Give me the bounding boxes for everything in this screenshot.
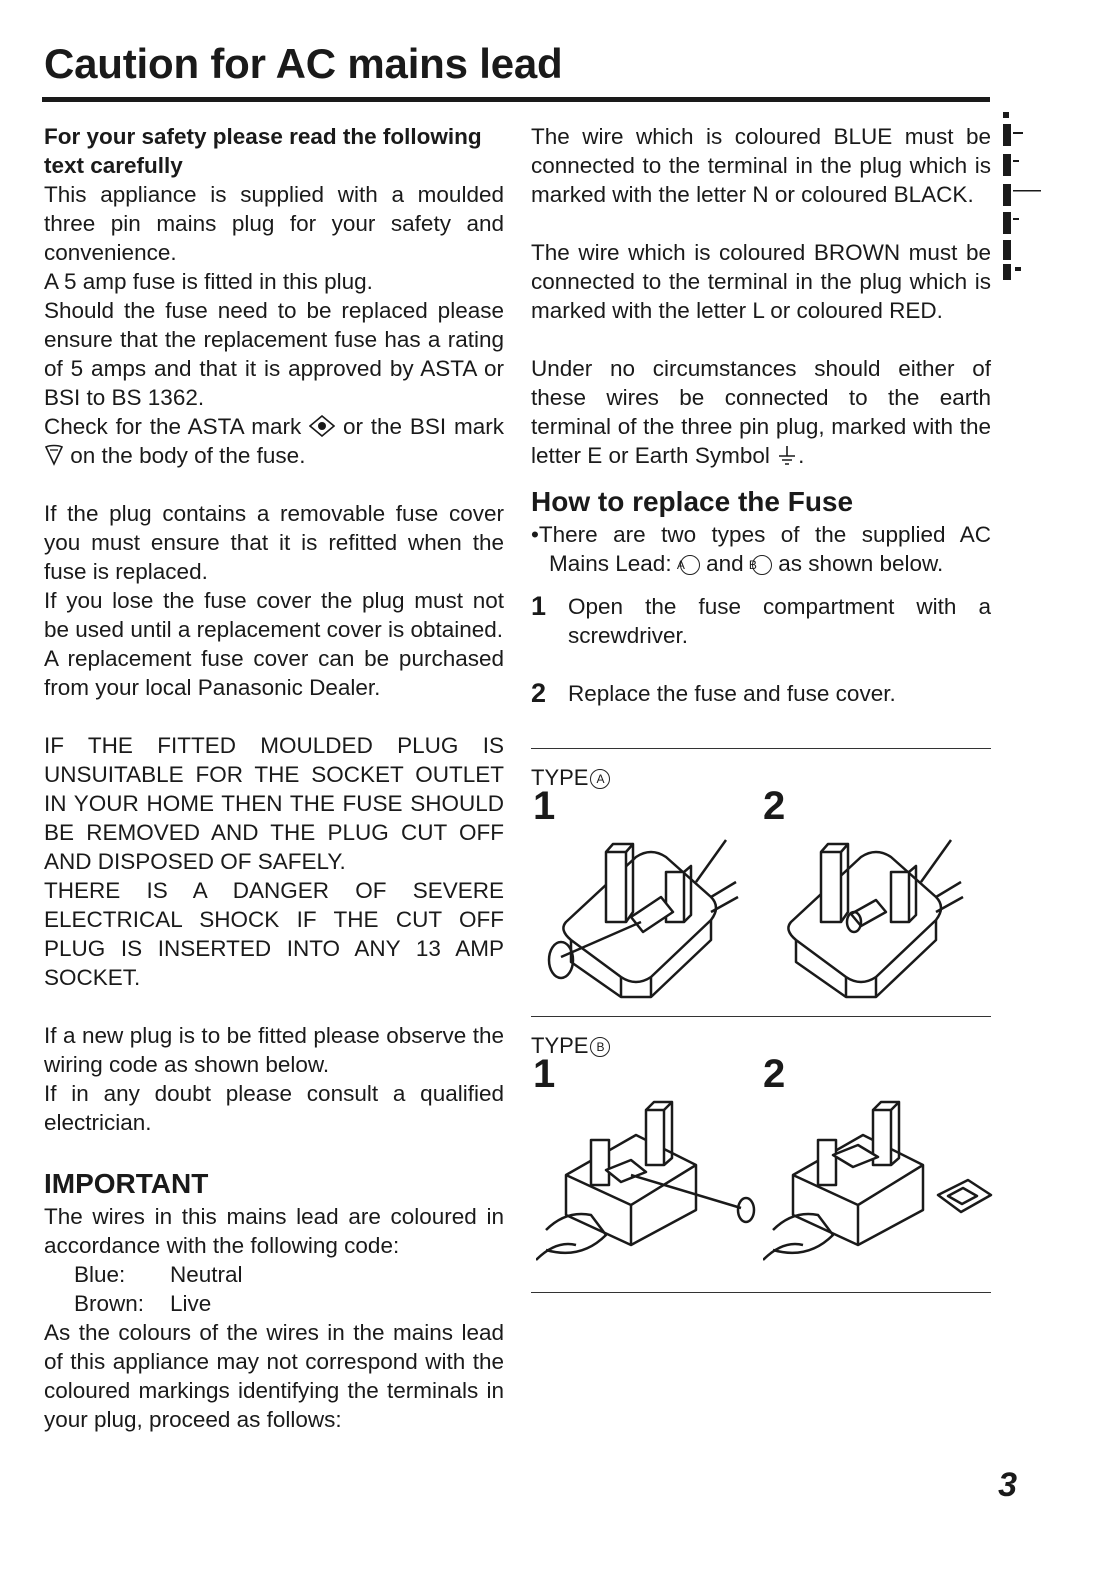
paragraph-moulded-plug: This appliance is supplied with a moulded three pin mains plug for your safety and convenience.	[44, 182, 504, 265]
paragraph-earth-warning: Under no circumstances should either of these wires be connected to the earth terminal of the three pin plug, marked with the letter E or Earth Symbol .	[531, 356, 991, 468]
fuse-heading: How to replace the Fuse	[531, 486, 854, 517]
plug-type-b-step2-image	[763, 1100, 993, 1270]
wire-code-blue: Blue: Neutral	[74, 1262, 243, 1287]
figure-number-1: 1	[533, 1052, 556, 1096]
wire-code-list	[74, 1260, 504, 1318]
page-number: 3	[998, 1466, 1017, 1504]
type-a-label: TYPE A	[531, 763, 991, 792]
important-heading: IMPORTANT	[44, 1168, 209, 1199]
figure-number-2: 2	[763, 1052, 786, 1096]
figure-number-1: 1	[533, 784, 556, 828]
paragraph-lose-cover: If you lose the fuse cover the plug must not be used until a replacement cover is obtained.	[44, 588, 504, 642]
paragraph-consult-electrician: If in any doubt please consult a qualified electrician.	[44, 1081, 504, 1135]
title-rule	[42, 97, 990, 102]
page-title: Caution for AC mains lead	[44, 40, 563, 87]
circle-a-badge: A	[680, 555, 700, 575]
circle-b-badge: B	[752, 555, 772, 575]
paragraph-blue-wire: The wire which is coloured BLUE must be connected to the terminal in the plug which is marked with the letter N or coloured BLACK.	[531, 124, 991, 207]
paragraph-brown-wire: The wire which is coloured BROWN must be connected to the terminal in the plug which is marked with the letter L or coloured RED.	[531, 240, 991, 323]
page-edge-tabs-image	[1003, 112, 1043, 282]
paragraph-wire-colours: The wires in this mains lead are coloured in accordance with the following code:	[44, 1204, 504, 1258]
paragraph-fuse-cover: If the plug contains a removable fuse cover you must ensure that it is refitted when the fuse is replaced.	[44, 501, 504, 584]
type-a-figures	[531, 784, 991, 1006]
plug-type-b-step1-image	[536, 1100, 756, 1270]
plug-type-a-step1-image	[541, 812, 741, 1002]
paragraph-replace-fuse: Should the fuse need to be replaced please ensure that the replacement fuse has a rating of 5 amps and that it is approved by ASTA or BSI to BS 1362.	[44, 298, 504, 410]
check-body-text: on the body of the fuse.	[70, 443, 306, 468]
figure-number-2: 2	[763, 784, 786, 828]
bsi-kitemark-icon	[44, 444, 64, 466]
paragraph-replacement-cover: A replacement fuse cover can be purchased from your local Panasonic Dealer.	[44, 646, 504, 700]
bullet-lead-types: •There are two types of the supplied AC Mains Lead: A and B as shown below.	[531, 522, 991, 576]
step-2: 2 Replace the fuse and fuse cover.	[531, 678, 896, 708]
safety-heading: For your safety please read the following text carefully	[44, 124, 482, 178]
type-b-label: TYPE B	[531, 1031, 991, 1060]
paragraph-proceed: As the colours of the wires in the mains lead of this appliance may not correspond with the coloured markings identifying the terminals in your plug, proceed as follows:	[44, 1320, 504, 1432]
check-asta-text: Check for the ASTA mark	[44, 414, 302, 439]
paragraph-fuse-fitted: A 5 amp fuse is fitted in this plug.	[44, 269, 373, 294]
step-1: 1 Open the fuse compartment with a screwdriver.	[531, 591, 991, 648]
type-b-figures	[531, 1052, 991, 1274]
check-bsi-text: or the BSI mark	[342, 414, 504, 439]
earth-symbol-icon	[776, 444, 798, 466]
left-column	[44, 122, 504, 1434]
plug-type-a-step2-image	[766, 812, 966, 1002]
paragraph-wiring-code: If a new plug is to be fitted please observe the wiring code as shown below.	[44, 1023, 504, 1077]
divider-bottom	[531, 1292, 991, 1293]
warning-electrical-shock: THERE IS A DANGER OF SEVERE ELECTRICAL SHOCK IF THE CUT OFF PLUG IS INSERTED INTO ANY 13 AMP SOCKET.	[44, 878, 504, 990]
asta-mark-icon	[309, 415, 335, 437]
wire-code-brown: Brown: Live	[74, 1291, 212, 1316]
bullet-icon: •	[531, 522, 539, 547]
paragraph-check-mark	[44, 412, 504, 470]
right-column	[531, 122, 991, 1293]
warning-unsuitable-plug: IF THE FITTED MOULDED PLUG IS UNSUITABLE FOR THE SOCKET OUTLET IN YOUR HOME THEN THE FUSE SHOULD BE REMOVED AND THE PLUG CUT OFF AND DISPOSED OF SAFELY.	[44, 733, 504, 874]
